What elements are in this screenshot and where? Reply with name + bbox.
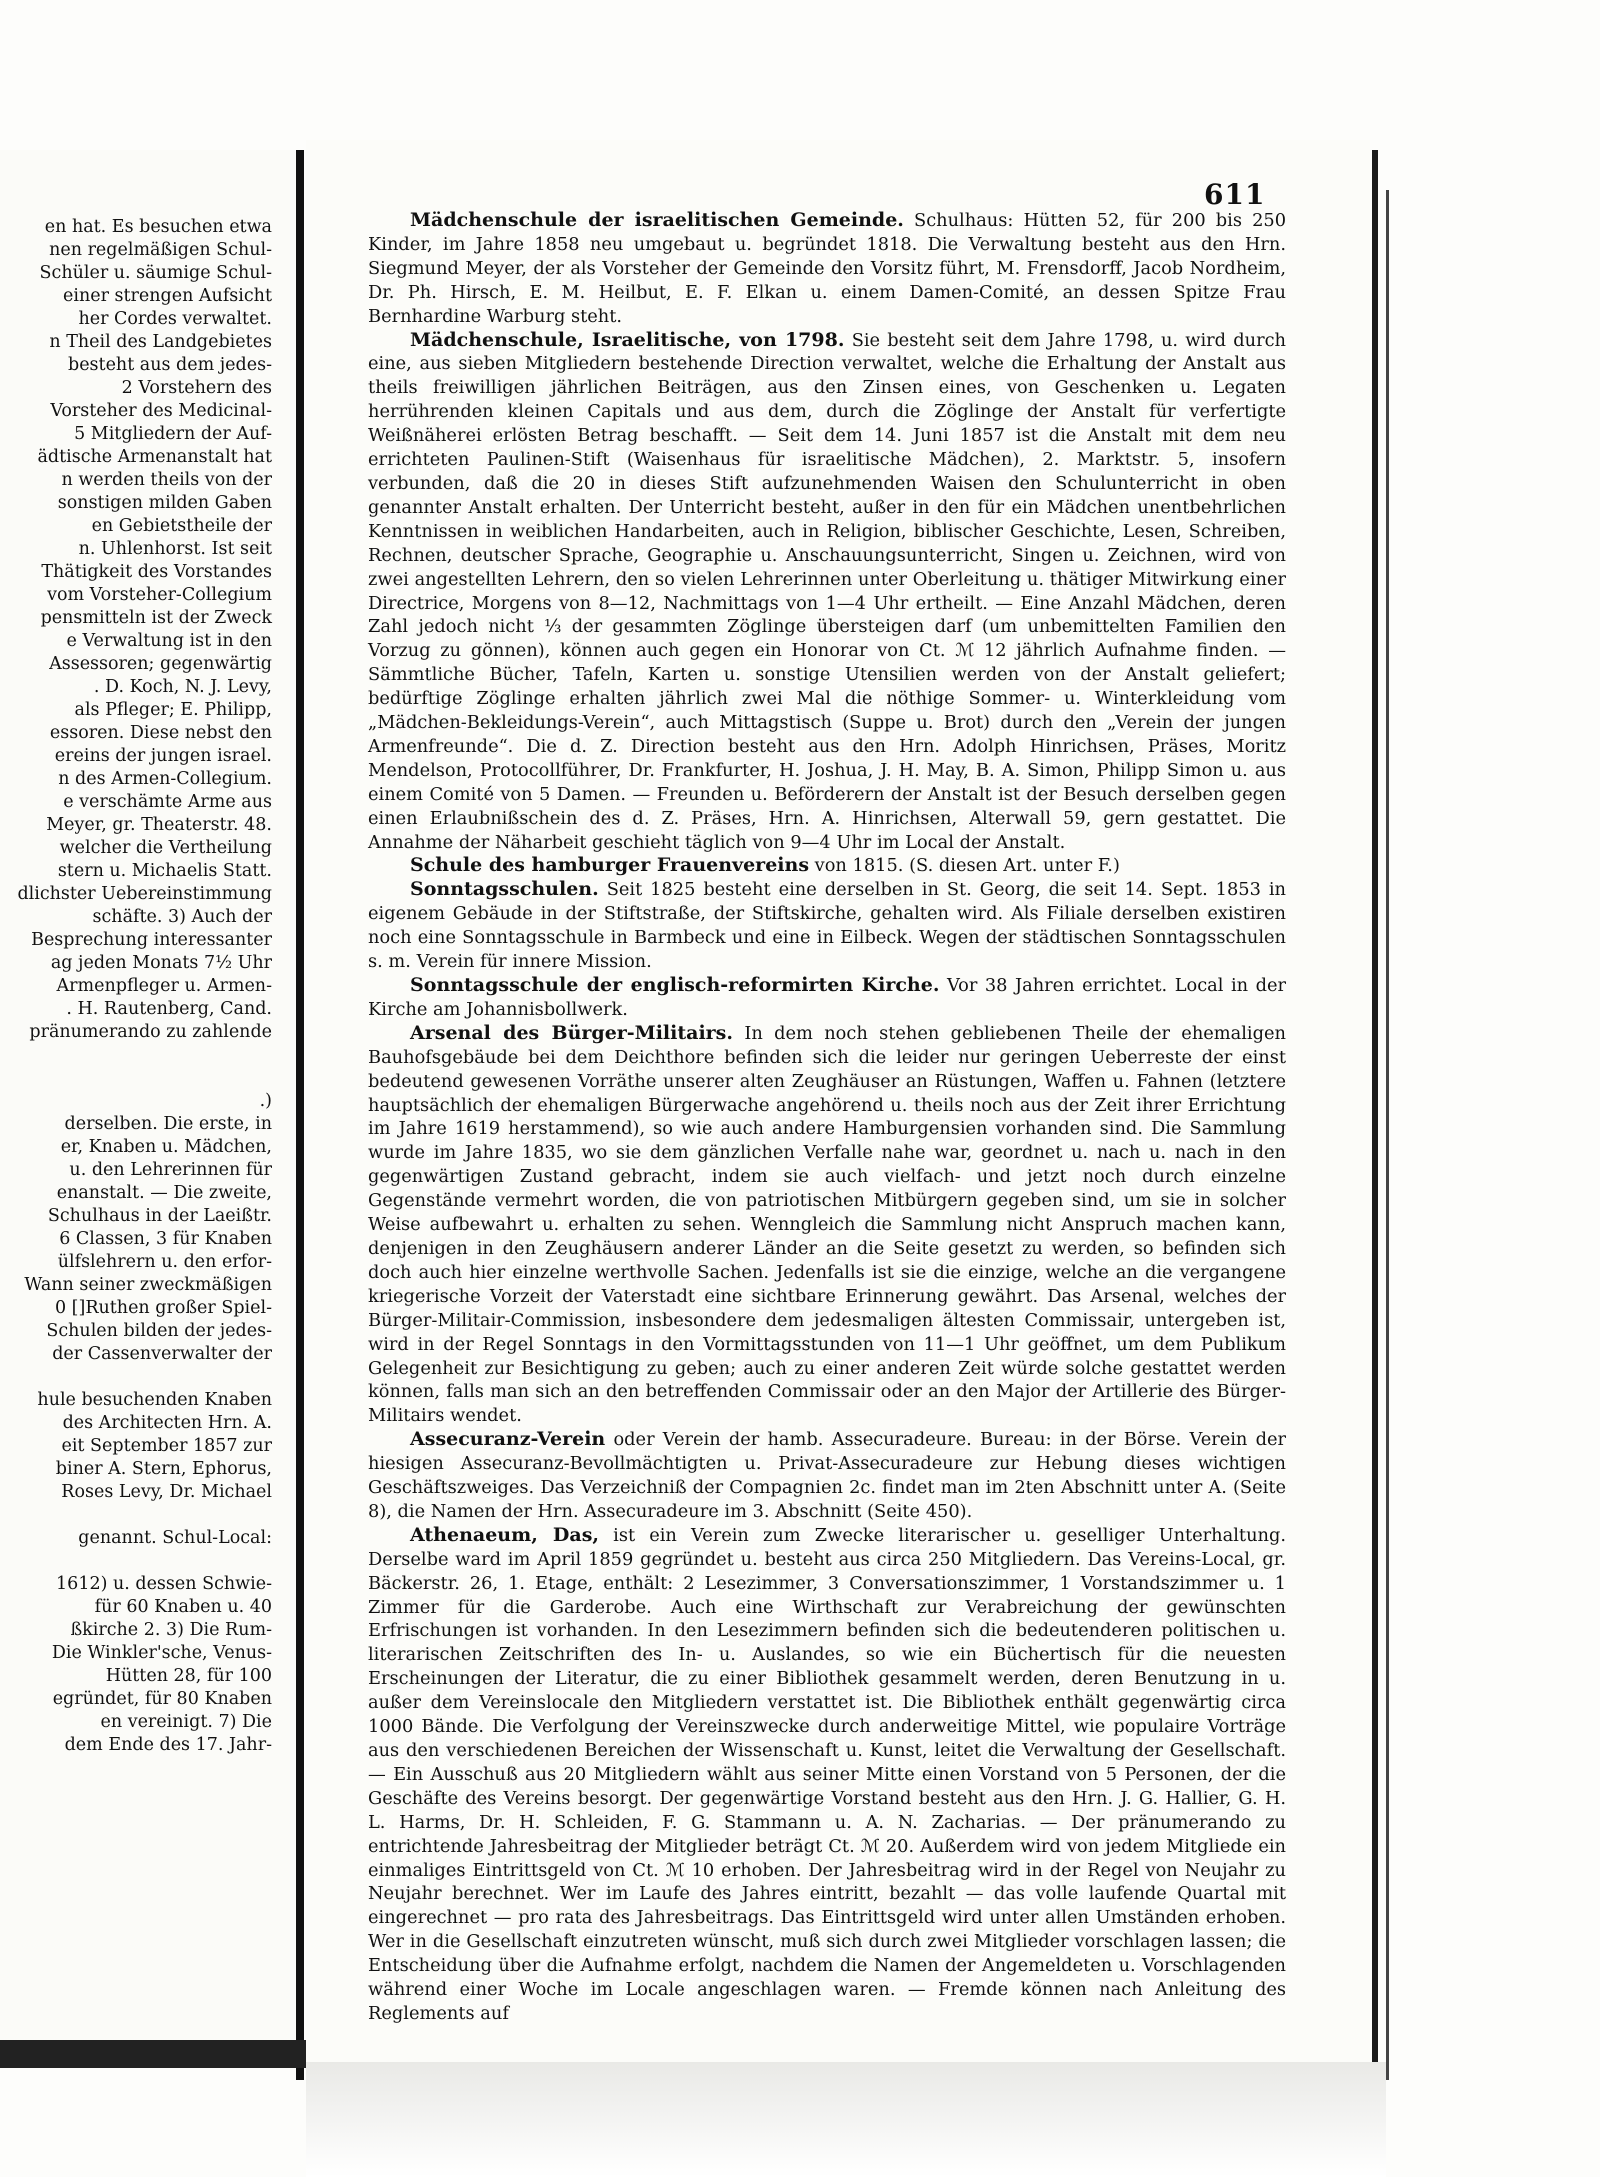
left-column-line: stern u. Michaelis Statt. bbox=[57, 861, 272, 881]
left-column-line: ülfslehrern u. den erfor- bbox=[57, 1252, 272, 1272]
left-column-line: her Cordes verwaltet. bbox=[78, 309, 272, 329]
left-column-line: derselben. Die erste, in bbox=[64, 1114, 272, 1134]
left-column-line: ädtische Armenanstalt hat bbox=[37, 447, 272, 467]
left-column-line: n werden theils von der bbox=[61, 470, 272, 490]
left-column-line: biner A. Stern, Ephorus, bbox=[55, 1459, 272, 1479]
left-column-line: pränumerando zu zahlende bbox=[29, 1022, 272, 1042]
left-column-line: . D. Koch, N. J. Levy, bbox=[93, 677, 272, 697]
left-column-line: Armenpfleger u. Armen- bbox=[56, 976, 272, 996]
left-column-line: ag jeden Monats 7½ Uhr bbox=[50, 953, 272, 973]
left-column-line bbox=[0, 1044, 272, 1067]
left-column-line: besteht aus dem jedes- bbox=[68, 355, 272, 375]
left-column-line: einer strengen Aufsicht bbox=[63, 286, 272, 306]
left-column-line: vom Vorsteher-Collegium bbox=[47, 585, 272, 605]
left-column-line: nen regelmäßigen Schul- bbox=[49, 240, 272, 260]
page-edge-right-shadow bbox=[1386, 190, 1389, 2080]
entry-heading: Mädchenschule, Israelitische, von 1798. bbox=[410, 328, 845, 351]
book-gutter-left bbox=[296, 150, 304, 2080]
left-column-line: . H. Rautenberg, Cand. bbox=[66, 999, 272, 1019]
entry-body: von 1815. (S. diesen Art. unter F.) bbox=[814, 855, 1120, 877]
entry bbox=[368, 1524, 1286, 2026]
left-column-line: Die Winkler'sche, Venus- bbox=[51, 1643, 272, 1663]
entry bbox=[368, 878, 1286, 974]
left-column-line: Besprechung interessanter bbox=[31, 930, 272, 950]
entry-body: Schulhaus: Hütten 52, für 200 bis 250 Kinder, im Jahre 1858 neu umgebaut u. begründet 1818. Die Verwaltung besteht aus den Hrn. Siegmund Meyer, der als Vorsteher der Gemeinde den Vorsitz führt, M. Frensdorff, Jacob Nordheim, Dr. Ph. Hirsch, E. M. Heilbut, E. F. Elkan u. einem Damen-Comité, an dessen Spitze Frau Bernhardine Warburg steht. bbox=[368, 210, 1287, 327]
entry bbox=[368, 329, 1286, 855]
left-column-line: egründet, für 80 Knaben bbox=[52, 1689, 272, 1709]
left-column-line: enanstalt. — Die zweite, bbox=[56, 1183, 272, 1203]
left-column-line: Hütten 28, für 100 bbox=[105, 1666, 272, 1686]
entry-heading: Arsenal des Bürger-Militairs. bbox=[410, 1021, 733, 1044]
page-bottom-shadow bbox=[306, 2062, 1386, 2177]
left-column-line: des Architecten Hrn. A. bbox=[62, 1413, 272, 1433]
entry-body: In dem noch stehen gebliebenen Theile der ehemaligen Bauhofsgebäude bei dem Deichthore befinden sich die leider nur geringen Ueberreste der einst bedeutend gewesenen Vorräthe unserer alten Zeughäuser an Rüstungen, Waffen u. Fahnen (letztere hauptsächlich der ehemaligen Bürgerwache angehörend u. theils noch aus der Zeit ihrer Errichtung im Jahre 1619 herstammend), so wie auch andere Hamburgensien vorhanden sind. Die Sammlung wurde im Jahre 1835, wo sie dem gänzlichen Verfalle nahe war, geordnet u. nach u. nach in den gegenwärtigen Zustand gebracht, indem sie auch vielfach- und jetzt noch durch einzelne Gegenstände vermehrt worden, die von patriotischen Mitbürgern gegeben sind, um sie in solcher Weise aufbewahrt u. erhalten zu sehen. Wenngleich die Sammlung nicht Anspruch machen kann, denjenigen in den Zeughäusern anderer Länder an die Seite gesetzt zu werden, so befinden sich doch auch hier einzelne werthvolle Sachen. Jedenfalls ist sie die einzige, welche an die vergangene kriegerische Vorzeit der Vaterstadt eine sichtbare Erinnerung gewährt. Das Arsenal, welches der Bürger-Militair-Commission, insbesondere dem jedesmaligen ältesten Commissair, untergeben ist, wird in der Regel Sonntags in den Vormittagsstunden von 11—1 Uhr geöffnet, um dem Publikum Gelegenheit zur Besichtigung zu geben; auch zu einer anderen Zeit würde solche gestattet werden können, falls man sich an den betreffenden Commissair oder an den Major der Artillerie des Bürger-Militairs wendet. bbox=[368, 1022, 1286, 1427]
entry bbox=[368, 1428, 1286, 1524]
left-column-line: welcher die Vertheilung bbox=[59, 838, 272, 858]
left-column-line: genannt. Schul-Local: bbox=[78, 1528, 272, 1548]
left-column-line: u. den Lehrerinnen für bbox=[69, 1160, 272, 1180]
entry-body: oder Verein der hamb. Assecuradeure. Bureau: in der Börse. Verein der hiesigen Assecuranz-Bevollmächtigten u. Privat-Assecuradeure zur Hebung dieses wichtigen Geschäftszweiges. Das Verzeichniß der Compagnien 2c. findet man im 2ten Abschnitt unter A. (Seite 8), die Namen der Hrn. Assecuradeure im 3. Abschnitt (Seite 450). bbox=[368, 1429, 1286, 1522]
left-column-line: Schulhaus in der Laeißtr. bbox=[47, 1206, 272, 1226]
left-column-line: hule besuchenden Knaben bbox=[37, 1390, 272, 1410]
page-edge-right bbox=[1372, 150, 1378, 2070]
left-column-text bbox=[0, 216, 272, 1757]
left-column-line: n Theil des Landgebietes bbox=[49, 332, 272, 352]
left-column-line: für 60 Knaben u. 40 bbox=[94, 1597, 272, 1617]
left-column-line: n des Armen-Collegium. bbox=[58, 769, 272, 789]
left-column-line: 0 []Ruthen großer Spiel- bbox=[54, 1298, 272, 1318]
entry-body: Vor 38 Jahren errichtet. Local in der Kirche am Johannisbollwerk. bbox=[368, 975, 1286, 1020]
left-column-line: .) bbox=[259, 1091, 272, 1111]
left-column-line: Vorsteher des Medicinal- bbox=[50, 401, 272, 421]
left-column-line: der Cassenverwalter der bbox=[52, 1344, 272, 1364]
left-column-line: n. Uhlenhorst. Ist seit bbox=[78, 539, 272, 559]
entry-heading: Sonntagsschule der englisch-reformirten Kirche. bbox=[410, 974, 940, 996]
left-column-line: Meyer, gr. Theaterstr. 48. bbox=[46, 815, 272, 835]
entry-body: Sie besteht seit dem Jahre 1798, u. wird durch eine, aus sieben Mitgliedern bestehende Direction verwaltet, welche die Erhaltung der Anstalt aus theils freiwilligen jährlichen Beiträgen, aus den Zinsen eines, von Geschenken u. Legaten herrührenden kleinen Capitals und aus dem, durch die Zöglinge der Anstalt für verfertigte Weißnäherei erlösten Betrag beschafft. — Seit dem 14. Juni 1857 ist die Anstalt mit dem neu errichteten Paulinen-Stift (Waisenhaus für israelitische Mädchen), 2. Marktstr. 5, insofern verbunden, daß die 20 in dieses Stift aufzunehmenden Waisen den Schulunterricht in oben genannter Anstalt erhalten. Der Unterricht besteht, außer in den für ein Mädchen unentbehrlichen Kenntnissen in weiblichen Handarbeiten, auch in Religion, biblischer Geschichte, Lesen, Schreiben, Rechnen, deutscher Sprache, Geographie u. Anschauungsunterricht, Singen u. Zeichnen, wird von zwei angestellten Lehrern, den so vielen Lehrerinnen unter Oberleitung u. thätiger Mitwirkung einer Directrice, Morgens von 8—12, Nachmittags von 1—4 Uhr ertheilt. — Eine Anzahl Mädchen, deren Zahl jedoch nicht ⅓ der gesammten Zöglinge übersteigen darf (um unbemittelten Familien den Vorzug zu gönnen), können auch gegen ein Honorar von Ct. ℳ 12 jährlich Aufnahme finden. — Sämmtliche Bücher, Tafeln, Karten u. sonstige Utensilien werden von der Anstalt geliefert; bedürftige Zöglinge erhalten jährlich zwei Mal die nöthige Sommer- u. Winterkleidung vom „Mädchen-Bekleidungs-Verein“, auch Mittagstisch (Suppe u. Brot) durch den „Verein der jungen Armenfreunde“. Die d. Z. Direction besteht aus den Hrn. Adolph Hinrichsen, Präses, Moritz Mendelson, Protocollführer, Dr. Frankfurter, H. Joshua, J. H. May, B. A. Simon, Philipp Simon u. aus einem Comité von 5 Damen. — Freunden u. Beförderern der Anstalt ist der Besuch derselben gegen einen Erlaubnißschein des d. Z. Präses, Hrn. A. Hinrichsen, Alterwall 59, gern gestattet. Die Annahme der Näharbeit geschieht täglich von 9—4 Uhr im Local der Anstalt. bbox=[368, 329, 1287, 853]
entry-heading: Schule des hamburger Frauenvereins bbox=[410, 854, 810, 877]
left-column-line: Roses Levy, Dr. Michael bbox=[61, 1482, 272, 1502]
left-column-line: en vereinigt. 7) Die bbox=[100, 1712, 272, 1732]
left-column-line bbox=[0, 1366, 272, 1389]
entry-heading: Sonntagsschulen. bbox=[410, 878, 599, 901]
entry bbox=[368, 974, 1286, 1022]
left-column-line: Schulen bilden der jedes- bbox=[46, 1321, 272, 1341]
entry-heading: Mädchenschule der israelitischen Gemeinde. bbox=[410, 209, 904, 231]
entry-body: ist ein Verein zum Zwecke literarischer u. geselliger Unterhaltung. Derselbe ward im April 1859 gegründet u. besteht aus circa 250 Mitgliedern. Das Vereins-Local, gr. Bäckerstr. 26, 1. Etage, enthält: 2 Lesezimmer, 3 Conversationszimmer, 1 Vorstandszimmer u. 1 Zimmer für die Garderobe. Auch eine Wirthschaft zur Verabreichung der gewünschten Erfrischungen ist vorhanden. In den Lesezimmern befinden sich die bedeutenderen politischen u. literarischen Zeitschriften des In- u. Auslandes, so wie ein Büchertisch für die neuesten Erscheinungen der Literatur, die zu einer Bibliothek gesammelt werden, deren Benutzung in u. außer dem Vereinslocale den Mitgliedern verstattet ist. Die Bibliothek enthält gegenwärtig circa 1000 Bände. Die Verfolgung der Vereinszwecke durch anderweitige Mittel, wie populaire Vorträge aus den verschiedenen Bereichen der Wissenschaft u. Kunst, leitet die Verwaltung der Gesellschaft. — Ein Ausschuß aus 20 Mitgliedern wählt aus seiner Mitte einen Vorstand von 5 Personen, der die Geschäfte des Vereins besorgt. Der gegenwärtige Vorstand besteht aus den Hrn. J. G. Hallier, G. H. L. Harms, Dr. H. Schleiden, F. G. Stammann u. A. N. Zacharias. — Der pränumerando zu entrichtende Jahresbeitrag der Mitglieder beträgt Ct. ℳ 20. Außerdem wird von jedem Mitgliede ein einmaliges Eintrittsgeld von Ct. ℳ 10 erhoben. Der Jahresbeitrag wird in der Regel von Neujahr zu Neujahr berechnet. Wer im Laufe des Jahres eintritt, bezahlt — das volle laufende Quartal mit eingerechnet — pro rata des Jahresbeitrags. Das Eintrittsgeld wird unter allen Umständen erhoben. Wer in die Gesellschaft einzutreten wünscht, muß sich durch zwei Mitglieder vorschlagen lassen; die Entscheidung über die Aufnahme erfolgt, nachdem die Namen der Angemeldeten u. Vorschlagenden während einer Woche im Locale angeschlagen waren. — Fremde können nach Anleitung des Reglements auf bbox=[368, 1524, 1287, 2024]
entry-body: Seit 1825 besteht eine derselben in St. Georg, die seit 14. Sept. 1853 in eigenem Gebäude in der Stiftstraße, der Stiftskirche, gehalten wird. Als Filiale derselben existiren noch eine Sonntagsschule in Barmbeck und eine in Eilbeck. Wegen der städtischen Sonntagsschulen s. m. Verein für innere Mission. bbox=[368, 879, 1286, 973]
left-column-line: 6 Classen, 3 für Knaben bbox=[59, 1229, 272, 1249]
page-number: 611 bbox=[1204, 178, 1266, 211]
left-column-line: dem Ende des 17. Jahr- bbox=[64, 1735, 272, 1755]
left-column-line: essoren. Diese nebst den bbox=[49, 723, 272, 743]
left-column-line: 2 Vorstehern des bbox=[121, 378, 272, 398]
left-page-fragment bbox=[0, 150, 300, 2050]
left-page-bottom-edge bbox=[0, 2040, 310, 2068]
entry bbox=[368, 209, 1286, 329]
left-column-line: en Gebietstheile der bbox=[91, 516, 272, 536]
left-column-line: pensmitteln ist der Zweck bbox=[40, 608, 272, 628]
left-column-line: eit September 1857 zur bbox=[61, 1436, 272, 1456]
left-column-line: Schüler u. säumige Schul- bbox=[39, 263, 272, 283]
left-column-line: sonstigen milden Gaben bbox=[57, 493, 272, 513]
entry-heading: Assecuranz-Verein bbox=[410, 1428, 606, 1451]
left-column-line: ereins der jungen israel. bbox=[54, 746, 272, 766]
left-column-line bbox=[0, 1067, 272, 1090]
left-column-line: 1612) u. dessen Schwie- bbox=[56, 1574, 272, 1594]
left-column-line: en hat. Es besuchen etwa bbox=[44, 217, 272, 237]
left-column-line: e Verwaltung ist in den bbox=[66, 631, 272, 651]
left-column-line: ßkirche 2. 3) Die Rum- bbox=[70, 1620, 272, 1640]
left-column-line: als Pfleger; E. Philipp, bbox=[74, 700, 272, 720]
left-column-line: 5 Mitgliedern der Auf- bbox=[74, 424, 272, 444]
left-column-line: e verschämte Arme aus bbox=[63, 792, 272, 812]
left-column-line bbox=[0, 1550, 272, 1573]
left-column-line bbox=[0, 1504, 272, 1527]
left-column-line: Wann seiner zweckmäßigen bbox=[24, 1275, 272, 1295]
left-column-line: Assessoren; gegenwärtig bbox=[49, 654, 272, 674]
entry bbox=[368, 854, 1286, 878]
entry bbox=[368, 1022, 1286, 1428]
entry-heading: Athenaeum, Das, bbox=[410, 1523, 600, 1546]
left-column-line: er, Knaben u. Mädchen, bbox=[60, 1137, 272, 1157]
left-column-line: schäfte. 3) Auch der bbox=[92, 907, 272, 927]
left-column-line: Thätigkeit des Vorstandes bbox=[41, 562, 272, 582]
article-text bbox=[368, 209, 1286, 2026]
left-column-line: dlichster Uebereinstimmung bbox=[17, 884, 272, 904]
